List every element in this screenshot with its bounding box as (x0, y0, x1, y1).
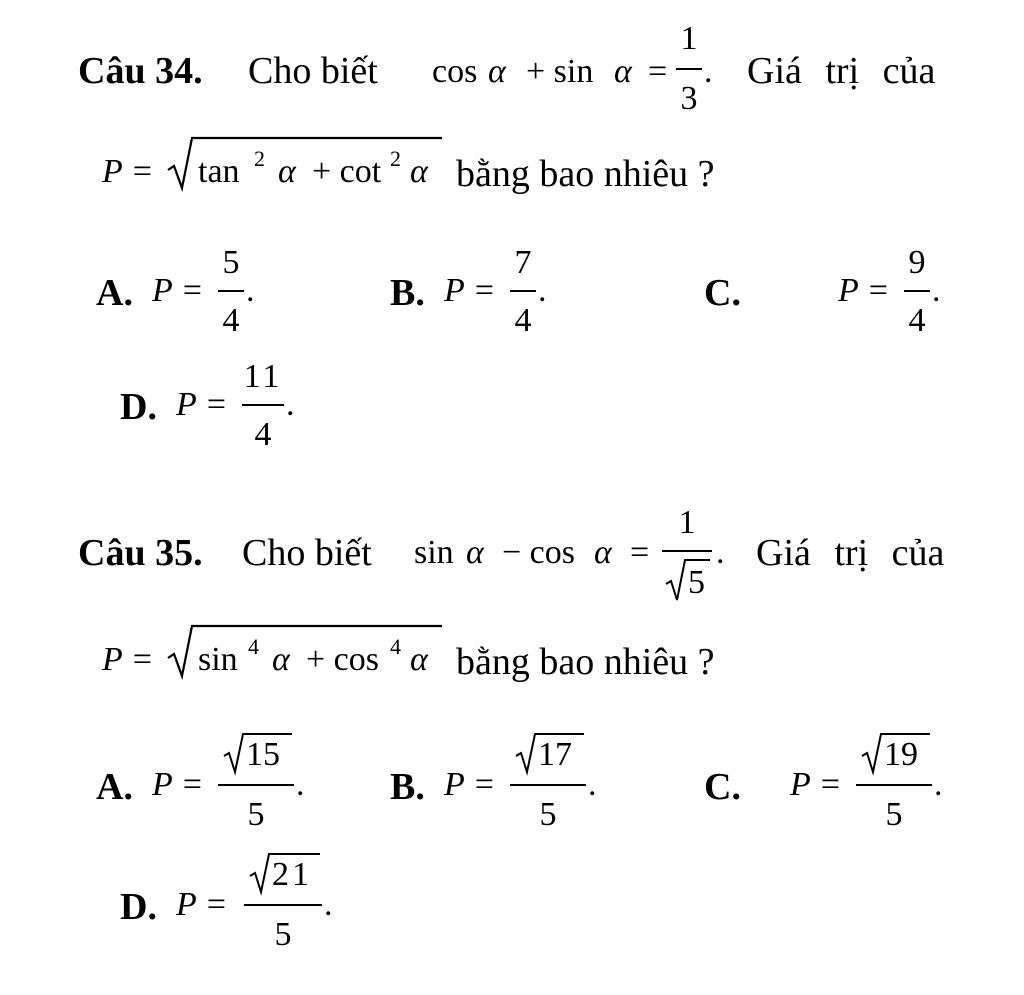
option-fraction (218, 732, 294, 832)
exponent: 4 (248, 634, 259, 659)
fraction-bar (242, 404, 284, 406)
equals-sign: = (630, 534, 650, 571)
radicand: 15 (246, 736, 280, 773)
fraction-numerator: 9 (908, 244, 926, 281)
plus-cot: + cot (312, 153, 382, 190)
fraction-denominator: 3 (680, 80, 698, 117)
fraction-numerator: 1 (680, 20, 698, 57)
option-fraction (904, 246, 930, 340)
p-variable: P = (102, 153, 154, 190)
period: . (296, 766, 305, 803)
alpha-symbol: α (278, 153, 296, 190)
fraction-denominator: 4 (514, 302, 532, 339)
radical-expression (224, 732, 294, 776)
period: . (716, 534, 725, 571)
alpha-symbol: α (410, 641, 428, 678)
option-fraction (242, 360, 284, 454)
fraction-denominator: 4 (254, 416, 272, 453)
alpha-symbol: α (272, 641, 290, 678)
fraction-bar (676, 68, 702, 70)
alpha-symbol: α (594, 534, 612, 571)
condition-plus-sin: + sin (526, 53, 594, 90)
fraction-numerator: 11 (243, 358, 283, 395)
exponent: 2 (390, 146, 401, 171)
alpha-symbol: α (488, 53, 506, 90)
radical-expression (168, 624, 442, 680)
period: . (538, 272, 547, 309)
period: . (286, 386, 295, 423)
radicand: 5 (688, 564, 705, 601)
radical-expression (250, 852, 322, 896)
fraction-bar (904, 290, 930, 292)
period: . (588, 766, 597, 803)
fraction-numerator: 1 (678, 504, 696, 541)
period: . (324, 886, 333, 923)
fraction-denominator: 5 (885, 796, 903, 833)
radical-expression (168, 136, 442, 192)
fraction-denominator: 5 (539, 796, 557, 833)
fraction-bar (510, 290, 536, 292)
question-trail-text: Giá trị của (747, 50, 936, 92)
fraction-one-third (676, 22, 702, 120)
question-trail-text: Giá trị của (756, 532, 945, 574)
equals-sign: = (648, 53, 668, 90)
option-lhs: P = (444, 272, 496, 309)
question-label: Câu 35. (78, 532, 203, 574)
period: . (246, 272, 255, 309)
option-lhs: P = (152, 766, 204, 803)
option-lhs: P = (152, 272, 204, 309)
radicand: 17 (538, 736, 572, 773)
option-letter: D. (120, 386, 157, 428)
exponent: 2 (254, 146, 265, 171)
alpha-symbol: α (614, 53, 632, 90)
condition-cos: cos (432, 53, 478, 90)
fraction-bar (856, 784, 932, 786)
fraction-bar (218, 290, 244, 292)
fraction-one-over-sqrt5 (662, 506, 712, 604)
p-variable: P = (102, 641, 154, 678)
option-letter: C. (704, 272, 741, 314)
period: . (704, 53, 713, 90)
option-lhs: P = (444, 766, 496, 803)
question-ask-text: bằng bao nhiêu ? (456, 641, 715, 683)
option-lhs: P = (790, 766, 842, 803)
option-letter: A. (96, 272, 133, 314)
fraction-denominator: 5 (247, 796, 265, 833)
fraction-bar (244, 904, 322, 906)
option-fraction (510, 732, 586, 832)
fraction-denominator: 4 (222, 302, 240, 339)
question-lead-text: Cho biết (248, 50, 378, 92)
plus-cos: + cos (306, 641, 379, 678)
fraction-numerator: 5 (222, 244, 240, 281)
tan-function: tan (198, 153, 240, 190)
fraction-denominator: 4 (908, 302, 926, 339)
sin-function: sin (198, 641, 238, 678)
option-lhs: P = (176, 886, 228, 923)
radical-expression (666, 558, 712, 604)
question-label: Câu 34. (78, 50, 203, 92)
option-fraction (856, 732, 932, 832)
option-fraction (510, 246, 536, 340)
radicand: 21 (272, 856, 312, 893)
radicand: 19 (884, 736, 918, 773)
option-letter: C. (704, 766, 741, 808)
alpha-symbol: α (466, 534, 484, 571)
condition-sin: sin (414, 534, 454, 571)
option-fraction (218, 246, 244, 340)
question-ask-text: bằng bao nhiêu ? (456, 153, 715, 195)
period: . (934, 766, 943, 803)
question-lead-text: Cho biết (242, 532, 372, 574)
option-letter: B. (390, 272, 425, 314)
fraction-bar (510, 784, 586, 786)
option-letter: D. (120, 886, 157, 928)
radical-expression (862, 732, 932, 776)
option-fraction (244, 852, 322, 952)
period: . (932, 272, 941, 309)
radical-expression (516, 732, 586, 776)
option-lhs: P = (838, 272, 890, 309)
exponent: 4 (390, 634, 401, 659)
option-letter: B. (390, 766, 425, 808)
fraction-denominator: 5 (274, 916, 292, 953)
alpha-symbol: α (410, 153, 428, 190)
fraction-numerator: 7 (514, 244, 532, 281)
option-letter: A. (96, 766, 133, 808)
fraction-bar (218, 784, 294, 786)
option-lhs: P = (176, 386, 228, 423)
fraction-bar (662, 550, 712, 552)
condition-minus-cos: − cos (502, 534, 575, 571)
